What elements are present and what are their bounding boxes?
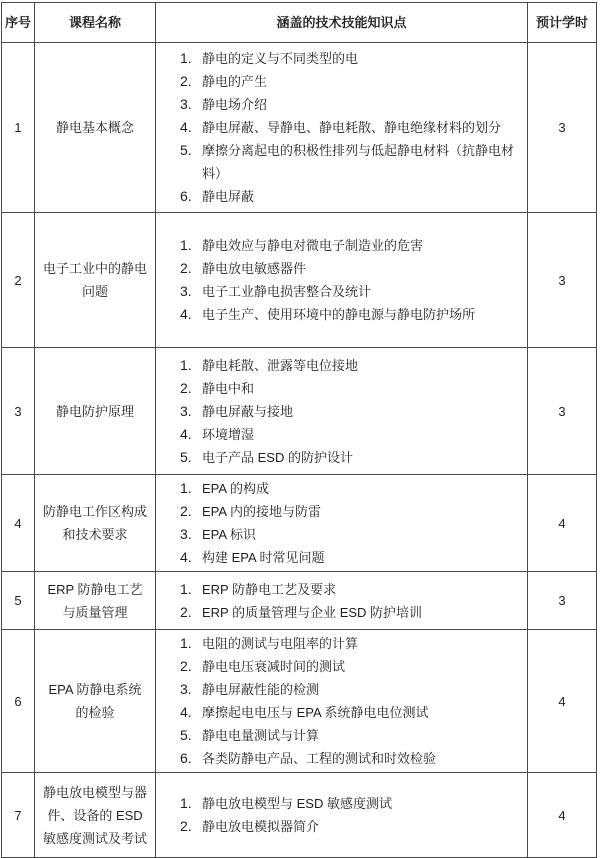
point-text: EPA 的构成 (202, 481, 269, 496)
point-text: 构建 EPA 时常见问题 (202, 550, 325, 565)
knowledge-point-item (180, 280, 521, 303)
knowledge-point-item (180, 578, 521, 601)
row-number: 1 (2, 43, 35, 213)
estimated-hours: 4 (528, 773, 597, 858)
knowledge-point-item (180, 116, 521, 139)
point-text: 静电效应与静电对微电子制造业的危害 (202, 238, 424, 253)
point-number: 2. (180, 818, 192, 834)
knowledge-point-item (180, 678, 521, 701)
point-number: 2. (180, 379, 192, 396)
point-number: 1. (180, 580, 192, 597)
point-number: 1. (180, 635, 192, 651)
point-number: 1. (180, 356, 192, 373)
header-row (2, 3, 597, 43)
knowledge-point-item (180, 792, 521, 815)
table-row (2, 43, 597, 213)
point-number: 5. (180, 448, 192, 465)
point-text: 静电屏蔽 (202, 189, 255, 204)
point-text: 静电放电模型与 ESD 敏感度测试 (202, 796, 392, 811)
point-number: 2. (180, 603, 192, 620)
knowledge-points-cell (156, 475, 528, 572)
point-number: 3. (180, 681, 192, 697)
knowledge-points-cell (156, 572, 528, 630)
point-text: 静电屏蔽性能的检测 (202, 682, 320, 697)
knowledge-points-cell (156, 773, 528, 858)
point-number: 1. (180, 237, 192, 253)
point-number: 4. (180, 704, 192, 720)
knowledge-point-item (180, 601, 521, 624)
point-text: 电子工业静电损害整合及统计 (202, 284, 372, 299)
estimated-hours: 3 (528, 213, 597, 348)
point-text: 静电场介绍 (202, 97, 268, 112)
point-text: 电子生产、使用环境中的静电源与静电防护场所 (202, 307, 476, 322)
knowledge-point-item (180, 139, 521, 185)
estimated-hours: 4 (528, 630, 597, 773)
point-text: 静电中和 (202, 380, 255, 396)
knowledge-points-list (180, 234, 521, 326)
knowledge-point-item (180, 655, 521, 678)
course-name: 电子工业中的静电问题 (35, 213, 156, 348)
point-number: 2. (180, 260, 192, 276)
estimated-hours: 4 (528, 475, 597, 572)
point-number: 4. (180, 425, 192, 442)
table-row (2, 630, 597, 773)
point-text: 静电耗散、泄露等电位接地 (202, 357, 359, 373)
header-cell-points: 涵盖的技术技能知识点 (156, 3, 528, 43)
row-number: 6 (2, 630, 35, 773)
point-text: 摩擦起电电压与 EPA 系统静电电位测试 (202, 705, 429, 720)
knowledge-point-item (180, 632, 521, 655)
header-cell-course: 课程名称 (35, 3, 156, 43)
header-cell-no: 序号 (2, 3, 35, 43)
point-text: EPA 内的接地与防雷 (202, 504, 321, 519)
knowledge-points-list (180, 47, 521, 208)
knowledge-points-cell (156, 348, 528, 475)
point-number: 4. (180, 306, 192, 322)
point-text: ERP 的质量管理与企业 ESD 防护培训 (202, 604, 423, 620)
knowledge-point-item (180, 500, 521, 523)
knowledge-point-item (180, 701, 521, 724)
point-number: 1. (180, 795, 192, 811)
course-outline-table (1, 2, 597, 858)
header-cell-hours: 预计学时 (528, 3, 597, 43)
point-number: 2. (180, 73, 192, 89)
knowledge-point-item (180, 185, 521, 208)
knowledge-point-item (180, 446, 521, 469)
knowledge-point-item (180, 377, 521, 400)
knowledge-point-item (180, 354, 521, 377)
point-number: 6. (180, 188, 192, 204)
point-number: 5. (180, 727, 192, 743)
point-number: 3. (180, 283, 192, 299)
knowledge-point-item (180, 546, 521, 569)
knowledge-points-list (180, 354, 521, 469)
knowledge-points-cell (156, 43, 528, 213)
point-number: 3. (180, 526, 192, 542)
knowledge-points-list (180, 578, 521, 624)
point-text: ERP 防静电工艺及要求 (202, 581, 337, 597)
knowledge-points-list (180, 632, 521, 770)
point-text: 静电放电模拟器简介 (202, 819, 320, 834)
course-name: 静电基本概念 (35, 43, 156, 213)
knowledge-point-item (180, 400, 521, 423)
course-name: 防静电工作区构成和技术要求 (35, 475, 156, 572)
point-text: 各类防静电产品、工程的测试和时效检验 (202, 751, 437, 766)
course-name: EPA 防静电系统的检验 (35, 630, 156, 773)
knowledge-point-item (180, 93, 521, 116)
point-number: 1. (180, 480, 192, 496)
point-number: 2. (180, 503, 192, 519)
estimated-hours: 3 (528, 348, 597, 475)
row-number: 3 (2, 348, 35, 475)
knowledge-points-list (180, 792, 521, 838)
knowledge-points-list (180, 477, 521, 569)
knowledge-point-item (180, 477, 521, 500)
row-number: 2 (2, 213, 35, 348)
course-name: 静电放电模型与器件、设备的 ESD 敏感度测试及考试 (35, 773, 156, 858)
point-number: 4. (180, 119, 192, 135)
point-text: 摩擦分离起电的积极性排列与低起静电材料（抗静电材料） (202, 143, 515, 181)
point-number: 5. (180, 142, 192, 158)
point-number: 2. (180, 658, 192, 674)
point-number: 3. (180, 402, 192, 419)
point-text: 电子产品 ESD 的防护设计 (202, 449, 353, 465)
point-text: 静电放电敏感器件 (202, 261, 307, 276)
point-text: 静电电量测试与计算 (202, 728, 320, 743)
knowledge-point-item (180, 234, 521, 257)
table-row (2, 213, 597, 348)
table-row (2, 773, 597, 858)
knowledge-point-item (180, 523, 521, 546)
knowledge-point-item (180, 724, 521, 747)
point-text: EPA 标识 (202, 527, 256, 542)
knowledge-point-item (180, 70, 521, 93)
knowledge-point-item (180, 747, 521, 770)
knowledge-points-cell (156, 213, 528, 348)
point-text: 静电的产生 (202, 74, 268, 89)
estimated-hours: 3 (528, 572, 597, 630)
point-text: 静电电压衰减时间的测试 (202, 659, 346, 674)
point-text: 环境增湿 (202, 426, 255, 442)
knowledge-point-item (180, 257, 521, 280)
point-number: 6. (180, 750, 192, 766)
table-body (2, 43, 597, 858)
point-text: 静电屏蔽、导静电、静电耗散、静电绝缘材料的划分 (202, 120, 502, 135)
row-number: 4 (2, 475, 35, 572)
point-text: 静电的定义与不同类型的电 (202, 51, 359, 66)
knowledge-point-item (180, 303, 521, 326)
course-name: 静电防护原理 (35, 348, 156, 475)
point-number: 1. (180, 50, 192, 66)
course-name: ERP 防静电工艺与质量管理 (35, 572, 156, 630)
table-header (2, 3, 597, 43)
point-text: 静电屏蔽与接地 (202, 403, 294, 419)
table-row (2, 348, 597, 475)
knowledge-point-item (180, 423, 521, 446)
point-number: 3. (180, 96, 192, 112)
row-number: 7 (2, 773, 35, 858)
table-row (2, 475, 597, 572)
knowledge-point-item (180, 47, 521, 70)
knowledge-points-cell (156, 630, 528, 773)
point-number: 4. (180, 549, 192, 565)
row-number: 5 (2, 572, 35, 630)
point-text: 电阻的测试与电阻率的计算 (202, 636, 359, 651)
table-row (2, 572, 597, 630)
knowledge-point-item (180, 815, 521, 838)
estimated-hours: 3 (528, 43, 597, 213)
